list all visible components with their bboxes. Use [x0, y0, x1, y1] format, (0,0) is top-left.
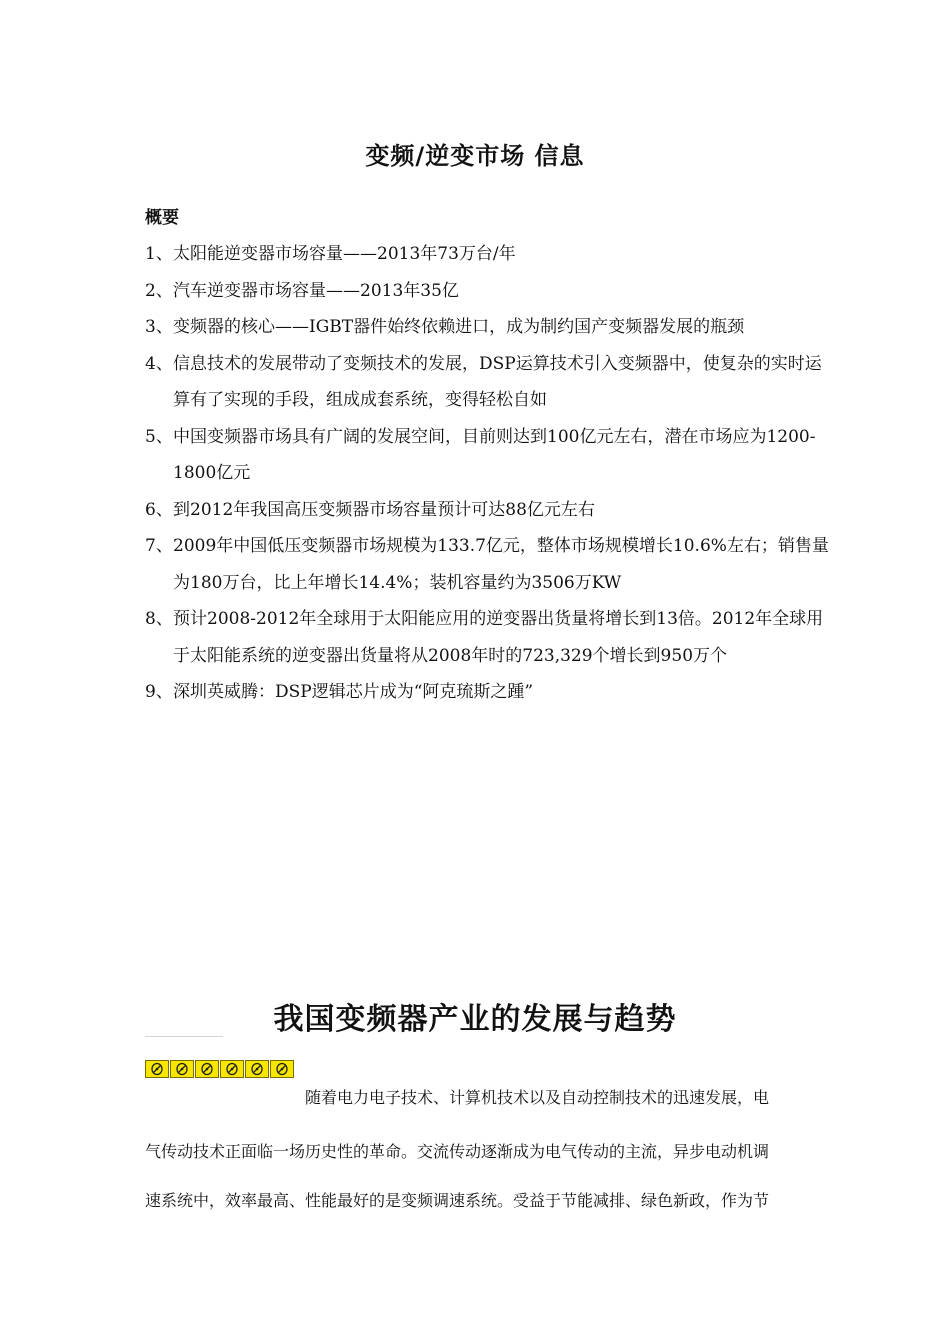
- list-item-text: 预计2008-2012年全球用于太阳能应用的逆变器出货量将增长到13倍。2012年全球用于太阳能系统的逆变器出货量将从2008年时的723,329个增长到950万个: [173, 609, 824, 666]
- list-item: [145, 236, 835, 273]
- list-item-text: 信息技术的发展带动了变频技术的发展，DSP运算技术引入变频器中，使复杂的实时运算有了实现的手段，组成成套系统，变得轻松自如: [173, 353, 822, 410]
- film-reel-icon: [145, 1060, 169, 1078]
- film-reel-icon: [170, 1060, 194, 1078]
- document-title: 变频/逆变市场 信息: [365, 142, 585, 170]
- list-item-number: 8、: [145, 609, 173, 629]
- article-paragraph-line: 随着电力电子技术、计算机技术以及自动控制技术的迅速发展，电: [305, 1088, 770, 1107]
- article-paragraph-line: 速系统中，效率最高、性能最好的是变频调速系统。受益于节能减排、绿色新政，作为节: [145, 1191, 770, 1210]
- summary-list: [145, 236, 835, 711]
- film-reel-icon: [245, 1060, 269, 1078]
- divider: [145, 1036, 223, 1037]
- list-item-number: 4、: [145, 353, 173, 374]
- list-item-text: 变频器的核心——IGBT器件始终依赖进口，成为制约国产变频器发展的瓶颈: [173, 317, 745, 337]
- list-item-text: 太阳能逆变器市场容量——2013年73万台/年: [173, 244, 516, 264]
- list-item: [145, 419, 835, 492]
- list-item-number: 2、: [145, 280, 173, 301]
- icon-strip: [145, 1060, 295, 1078]
- list-item-text: 2009年中国低压变频器市场规模为133.7亿元，整体市场规模增长10.6%左右；销售量为180万台，比上年增长14.4%；装机容量约为3506万KW: [173, 536, 829, 593]
- list-item-number: 5、: [145, 426, 173, 447]
- list-item-text: 汽车逆变器市场容量——2013年35亿: [173, 280, 459, 301]
- list-item-number: 6、: [145, 499, 173, 520]
- film-reel-icon: [195, 1060, 219, 1078]
- film-reel-icon: [220, 1060, 244, 1078]
- list-item-text: 到2012年我国高压变频器市场容量预计可达88亿元左右: [173, 499, 595, 520]
- list-item-number: 7、: [145, 536, 173, 556]
- article-paragraph-line: 气传动技术正面临一场历史性的革命。交流传动逐渐成为电气传动的主流，异步电动机调: [145, 1142, 770, 1161]
- film-reel-icon: [270, 1060, 294, 1078]
- list-item: [145, 601, 835, 674]
- list-item: [145, 309, 835, 346]
- list-item: [145, 674, 835, 711]
- list-item-text: 深圳英威腾：DSP逻辑芯片成为“阿克琉斯之踵”: [173, 682, 534, 702]
- list-item-number: 3、: [145, 317, 173, 337]
- list-item: [145, 346, 835, 419]
- list-item: [145, 273, 835, 310]
- list-item: [145, 492, 835, 529]
- list-item-text: 中国变频器市场具有广阔的发展空间，目前则达到100亿元左右，潜在市场应为1200-1800亿元: [173, 426, 816, 483]
- list-item: [145, 528, 835, 601]
- list-item-number: 1、: [145, 244, 173, 264]
- article-title: 我国变频器产业的发展与趋势: [273, 1002, 677, 1037]
- list-item-number: 9、: [145, 682, 173, 702]
- summary-heading: 概要: [145, 208, 179, 228]
